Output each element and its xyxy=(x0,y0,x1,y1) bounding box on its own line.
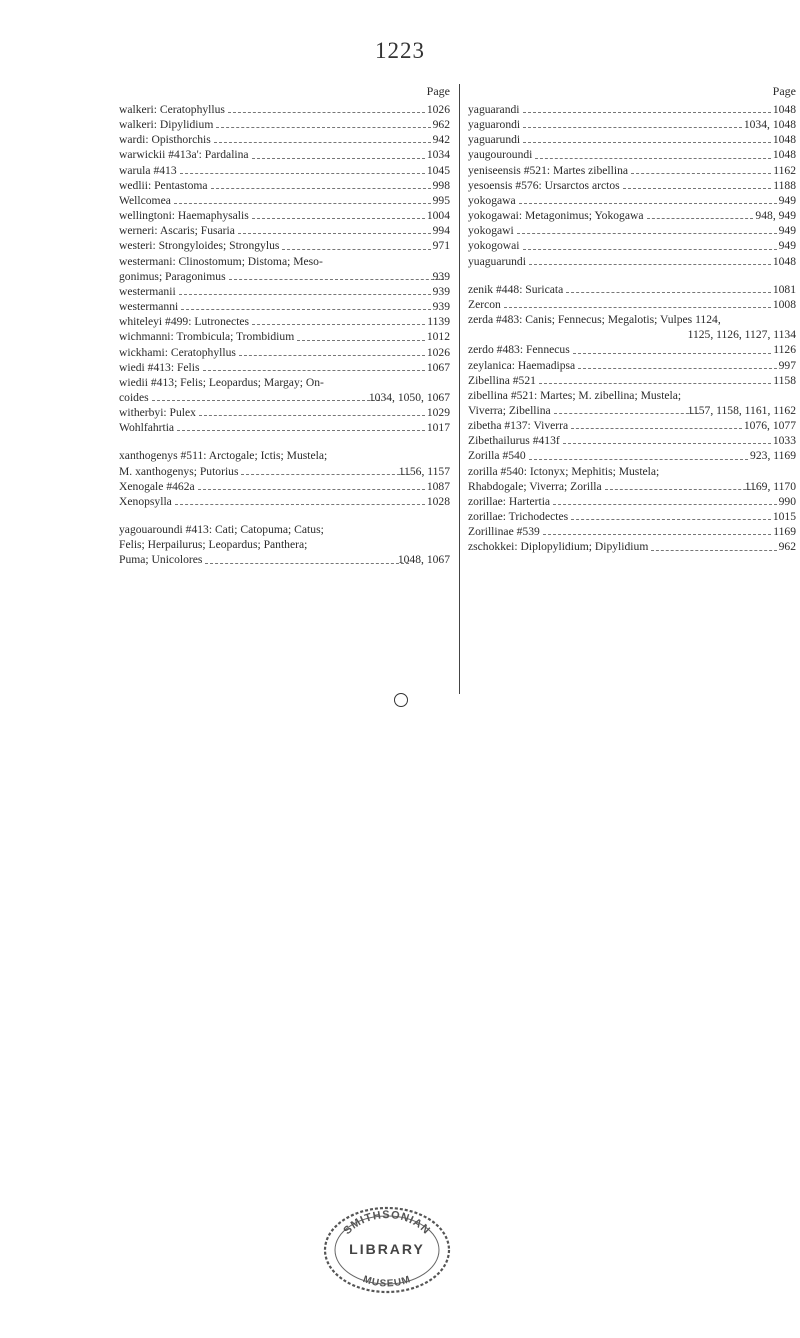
entry-page-numbers: 939 xyxy=(432,269,450,283)
entry-text: wellingtoni: Haemaphysalis xyxy=(119,209,249,223)
entry-text: wedlii: Pentastoma xyxy=(119,178,208,192)
dot-leader xyxy=(252,147,425,158)
index-entry xyxy=(468,254,796,269)
index-entry xyxy=(468,208,796,223)
entry-text: zibetha #137: Viverra xyxy=(468,419,569,433)
entry-page-numbers: 1045 xyxy=(426,163,450,177)
entry-text: yokogawi xyxy=(468,224,514,238)
entry-page-numbers: 949 xyxy=(778,239,796,253)
entry-text: Xenopsylla xyxy=(119,494,172,508)
entry-text: Zibethailurus #413f xyxy=(468,434,560,448)
entry-text: whiteleyi #499: Lutronectes xyxy=(119,315,250,329)
index-entry xyxy=(468,358,796,373)
entry-text-continued: Felis; Herpailurus; Leopardus; Panthera; xyxy=(119,538,308,552)
entry-text-continued: Puma; Unicolores xyxy=(119,553,203,567)
entry-text: yesoensis #576: Ursarctos arctos xyxy=(468,178,620,192)
entry-page-numbers: 1081 xyxy=(772,282,796,296)
entry-text: yuaguarundi xyxy=(468,254,526,268)
dot-leader xyxy=(174,193,431,204)
index-entry xyxy=(119,284,450,299)
entry-last-line xyxy=(119,552,450,567)
index-entry xyxy=(468,539,796,554)
entry-text: zorilla #540: Ictonyx; Mephitis; Mustela; xyxy=(468,464,660,478)
library-stamp xyxy=(318,1198,456,1296)
entry-page-numbers: 1048 xyxy=(772,103,796,116)
entry-page-numbers: 971 xyxy=(432,239,450,253)
dot-leader xyxy=(578,358,776,369)
entry-page-numbers: 1033 xyxy=(772,434,796,448)
dot-leader xyxy=(623,178,772,189)
index-entry xyxy=(468,388,796,418)
entry-page-numbers: 1162 xyxy=(773,163,796,177)
dot-leader xyxy=(517,223,777,234)
dot-leader xyxy=(252,314,425,325)
dot-leader xyxy=(539,373,771,384)
entry-text-continued: coides xyxy=(119,390,149,404)
entry-page-numbers: 1008 xyxy=(772,297,796,311)
entry-text: yokogawa xyxy=(468,193,516,207)
entry-page-numbers: 1169 xyxy=(773,525,796,539)
entry-page-numbers: 1126 xyxy=(773,343,796,357)
index-entry xyxy=(119,375,450,405)
index-entry xyxy=(468,448,796,463)
entry-page-numbers: 1156, 1157 xyxy=(398,464,450,478)
entry-text-continued: M. xanthogenys; Putorius xyxy=(119,464,239,478)
entry-text: zschokkei: Diplopylidium; Dipylidium xyxy=(468,540,649,554)
index-entry xyxy=(468,433,796,448)
entry-page-numbers: 1004 xyxy=(426,209,450,223)
entry-page-numbers: 1048 xyxy=(772,148,796,162)
dot-leader xyxy=(523,132,771,143)
index-entry xyxy=(468,238,796,253)
dot-leader xyxy=(177,420,425,431)
entry-text: Zorillinae #539 xyxy=(468,525,540,539)
entry-text: xanthogenys #511: Arctogale; Ictis; Mustela; xyxy=(119,449,328,463)
end-mark-circle xyxy=(394,693,408,707)
index-entry xyxy=(119,494,450,509)
dot-leader xyxy=(529,448,748,459)
dot-leader xyxy=(179,284,431,295)
entry-text: Wohlfahrtia xyxy=(119,421,175,435)
entry-page-numbers: 1012 xyxy=(426,330,450,344)
entry-page-numbers: 1076, 1077 xyxy=(743,419,796,433)
entry-page-numbers: 923, 1169 xyxy=(750,449,796,463)
entry-text: walkeri: Ceratophyllus xyxy=(119,103,225,116)
dot-leader xyxy=(529,254,771,265)
entry-page-numbers: 1017 xyxy=(426,421,450,435)
dot-leader xyxy=(238,223,431,234)
entry-page-numbers: 1026 xyxy=(426,103,450,116)
entry-page-numbers: 1048 xyxy=(772,133,796,147)
entry-text: Xenogale #462a xyxy=(119,479,195,493)
entry-text: Zorilla #540 xyxy=(468,449,526,463)
dot-leader xyxy=(228,102,425,113)
index-entry xyxy=(468,102,796,117)
dot-leader xyxy=(523,238,777,249)
index-entry xyxy=(119,223,450,238)
entry-list xyxy=(119,102,450,568)
entry-text: zenik #448: Suricata xyxy=(468,282,564,296)
index-entry xyxy=(468,117,796,132)
dot-leader xyxy=(198,479,425,490)
entry-text: yaguarandi xyxy=(468,103,520,116)
section-gap xyxy=(119,509,450,522)
index-entry xyxy=(468,418,796,433)
dot-leader xyxy=(211,178,431,189)
entry-text: zerda #483: Canis; Fennecus; Megalotis; Vulpes 1124, xyxy=(468,313,721,327)
dot-leader xyxy=(553,494,777,505)
index-entry xyxy=(468,464,796,494)
index-column-left xyxy=(119,84,450,568)
index-entry xyxy=(468,178,796,193)
entry-page-numbers: 1067 xyxy=(426,360,450,374)
entry-text: warula #413 xyxy=(119,163,177,177)
entry-last-line xyxy=(119,269,450,284)
entry-page-numbers: 939 xyxy=(432,300,450,314)
entry-page-numbers: 1026 xyxy=(426,345,450,359)
entry-page-numbers: 1034, 1050, 1067 xyxy=(368,390,450,404)
dot-leader xyxy=(180,163,425,174)
dot-leader xyxy=(554,403,699,414)
dot-leader xyxy=(297,329,425,340)
dot-leader xyxy=(203,360,425,371)
dot-leader xyxy=(571,418,742,429)
index-entry xyxy=(119,329,450,344)
index-entry xyxy=(119,345,450,360)
entry-last-line xyxy=(468,403,796,418)
index-entry xyxy=(119,178,450,193)
dot-leader xyxy=(605,479,756,490)
entry-text-continued: Rhabdogale; Viverra; Zorilla xyxy=(468,479,602,493)
entry-page-numbers: 1029 xyxy=(426,406,450,420)
entry-text: yaguarundi xyxy=(468,133,521,147)
index-entry xyxy=(119,163,450,178)
entry-page-numbers: 1034 xyxy=(426,148,450,162)
dot-leader xyxy=(566,282,771,293)
entry-text: yaguarondi xyxy=(468,118,521,132)
entry-page-numbers: 998 xyxy=(432,178,450,192)
index-entry xyxy=(468,297,796,312)
entry-text: Zibellina #521 xyxy=(468,373,536,387)
dot-leader xyxy=(563,433,771,444)
dot-leader xyxy=(543,524,771,535)
entry-text: werneri: Ascaris; Fusaria xyxy=(119,224,235,238)
dot-leader xyxy=(216,117,430,128)
index-entry xyxy=(468,524,796,539)
dot-leader xyxy=(152,390,380,401)
entry-text: yeniseensis #521: Martes zibellina xyxy=(468,163,629,177)
index-entry xyxy=(468,282,796,297)
dot-leader xyxy=(175,494,425,505)
dot-leader xyxy=(252,208,425,219)
index-entry xyxy=(119,360,450,375)
dot-leader xyxy=(229,269,444,280)
entry-page-numbers: 1125, 1126, 1127, 1134 xyxy=(687,328,796,342)
dot-leader xyxy=(205,552,408,563)
entry-text: zibellina #521: Martes; M. zibellina; Mustela; xyxy=(468,388,682,402)
entry-text: Zercon xyxy=(468,297,501,311)
dot-leader xyxy=(571,509,771,520)
column-header: Page xyxy=(772,84,796,98)
entry-page-numbers: 990 xyxy=(778,494,796,508)
entry-list xyxy=(468,102,796,555)
dot-leader xyxy=(241,464,409,475)
entry-page-numbers: 942 xyxy=(432,133,450,147)
entry-page-numbers: 997 xyxy=(778,358,796,372)
dot-leader xyxy=(523,102,771,113)
dot-leader xyxy=(239,345,425,356)
index-entry xyxy=(119,193,450,208)
entry-text: walkeri: Dipylidium xyxy=(119,118,214,132)
svg-text:LIBRARY: LIBRARY xyxy=(349,1241,425,1257)
index-entry xyxy=(119,405,450,420)
dot-leader xyxy=(214,132,431,143)
entry-page-numbers: 1048, 1067 xyxy=(397,553,450,567)
entry-page-numbers: 1169, 1170 xyxy=(744,479,796,493)
entry-page-numbers: 1158 xyxy=(773,373,796,387)
entry-page-numbers: 1087 xyxy=(426,479,450,493)
svg-text:MUSEUM: MUSEUM xyxy=(361,1274,413,1290)
index-entry xyxy=(119,254,450,284)
entry-text: witherbyi: Pulex xyxy=(119,406,196,420)
index-entry xyxy=(468,223,796,238)
dot-leader xyxy=(651,539,776,550)
index-entry xyxy=(119,147,450,162)
dot-leader xyxy=(181,299,430,310)
dot-leader xyxy=(647,208,754,219)
entry-text: zeylanica: Haemadipsa xyxy=(468,358,576,372)
index-entry xyxy=(119,102,450,117)
entry-text: wichmanni: Trombicula; Trombidium xyxy=(119,330,295,344)
entry-text: zorillae: Trichodectes xyxy=(468,510,569,524)
index-entry xyxy=(468,342,796,357)
entry-page-numbers: 1139 xyxy=(427,315,450,329)
index-entry xyxy=(119,132,450,147)
entry-text: zorillae: Hartertia xyxy=(468,494,551,508)
index-entry xyxy=(119,420,450,435)
entry-page-numbers: 994 xyxy=(432,224,450,238)
entry-text: wiedi #413: Felis xyxy=(119,360,200,374)
section-gap xyxy=(468,269,796,282)
entry-text: yokogawai: Metagonimus; Yokogawa xyxy=(468,209,644,223)
entry-text: westermanii xyxy=(119,284,176,298)
entry-page-numbers: 949 xyxy=(778,224,796,238)
entry-text: warwickii #413a': Pardalina xyxy=(119,148,249,162)
index-entry xyxy=(119,117,450,132)
entry-text: Wellcomea xyxy=(119,193,171,207)
index-entry xyxy=(468,312,796,342)
index-entry xyxy=(119,238,450,253)
entry-text: westermanni xyxy=(119,300,179,314)
entry-text: yokogowai xyxy=(468,239,520,253)
index-entry xyxy=(119,314,450,329)
entry-page-numbers: 948, 949 xyxy=(755,209,796,223)
entry-text: yagouaroundi #413: Cati; Catopuma; Catus; xyxy=(119,523,324,537)
index-entry xyxy=(119,522,450,567)
section-gap xyxy=(119,435,450,448)
entry-text: zerdo #483: Fennecus xyxy=(468,343,570,357)
dot-leader xyxy=(519,193,777,204)
dot-leader xyxy=(631,163,771,174)
page-number: 1223 xyxy=(375,38,425,63)
entry-text-continued: Viverra; Zibellina xyxy=(468,403,551,417)
dot-leader xyxy=(282,238,430,249)
entry-page-numbers: 962 xyxy=(432,118,450,132)
index-entry xyxy=(119,208,450,223)
index-entry xyxy=(119,299,450,314)
entry-last-line xyxy=(119,390,450,405)
index-entry xyxy=(468,373,796,388)
index-entry xyxy=(119,448,450,478)
dot-leader xyxy=(573,342,771,353)
index-entry xyxy=(468,494,796,509)
index-entry xyxy=(468,132,796,147)
dot-leader xyxy=(199,405,425,416)
index-entry xyxy=(119,479,450,494)
entry-text: wardi: Opisthorchis xyxy=(119,133,211,147)
dot-leader xyxy=(535,147,770,158)
index-entry xyxy=(468,147,796,162)
entry-page-numbers: 1034, 1048 xyxy=(743,118,796,132)
index-column-right xyxy=(468,84,796,555)
entry-text-continued: gonimus; Paragonimus xyxy=(119,269,226,283)
index-entry xyxy=(468,163,796,178)
entry-page-numbers: 939 xyxy=(432,284,450,298)
entry-page-numbers: 1157, 1158, 1161, 1162 xyxy=(687,403,796,417)
entry-page-numbers: 962 xyxy=(778,540,796,554)
entry-page-numbers: 1048 xyxy=(772,254,796,268)
entry-last-line xyxy=(468,479,796,494)
svg-text:SMITHSONIAN: SMITHSONIAN xyxy=(341,1209,433,1238)
entry-text: yaugouroundi xyxy=(468,148,533,162)
entry-last-line xyxy=(119,464,450,479)
column-header: Page xyxy=(426,84,450,98)
entry-text: wiedii #413; Felis; Leopardus; Margay; On- xyxy=(119,375,324,389)
entry-text: wickhami: Ceratophyllus xyxy=(119,345,236,359)
dot-leader xyxy=(504,297,771,308)
index-entry xyxy=(468,193,796,208)
column-divider xyxy=(459,84,460,694)
entry-page-numbers: 1015 xyxy=(772,510,796,524)
entry-page-numbers: 995 xyxy=(432,193,450,207)
entry-text: westeri: Strongyloides; Strongylus xyxy=(119,239,280,253)
entry-page-numbers: 1188 xyxy=(773,178,796,192)
index-entry xyxy=(468,509,796,524)
entry-page-numbers: 1028 xyxy=(426,494,450,508)
entry-text: westermani: Clinostomum; Distoma; Meso- xyxy=(119,254,323,268)
dot-leader xyxy=(523,117,742,128)
entry-page-numbers: 949 xyxy=(778,193,796,207)
